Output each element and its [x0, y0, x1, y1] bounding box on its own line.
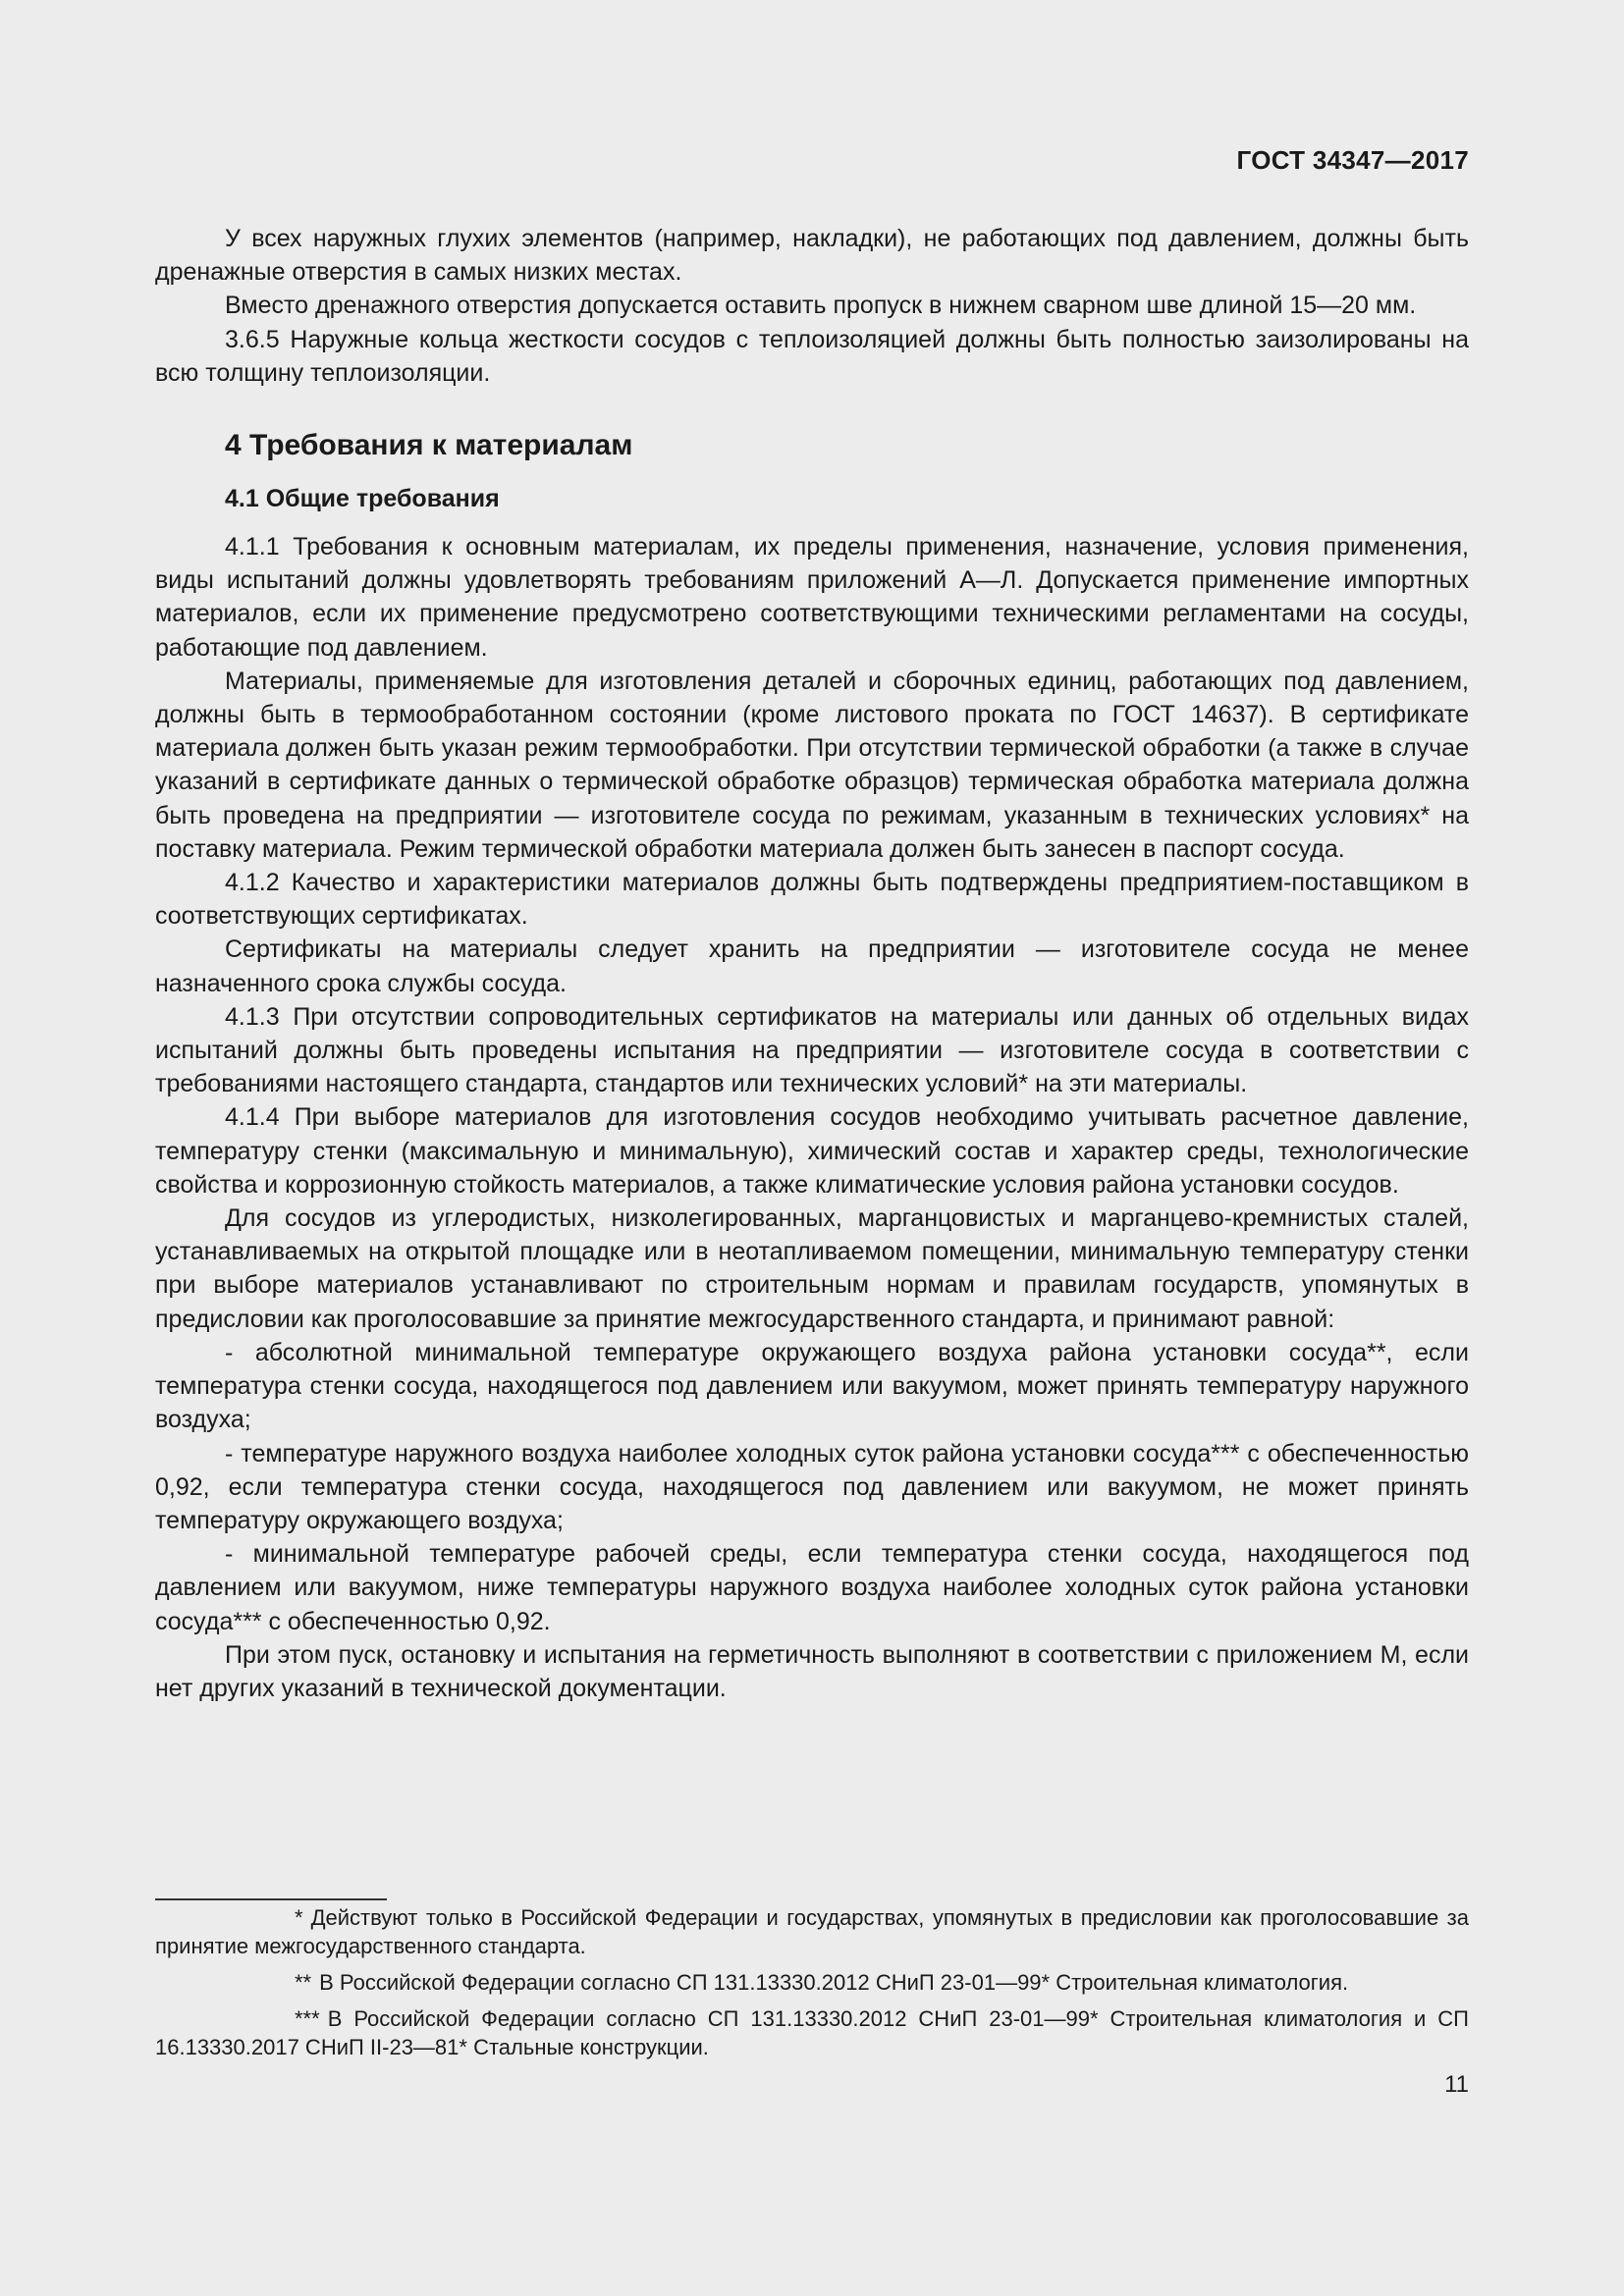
list-item-min-working-medium-temp: - минимальной температуре рабочей среды, если температура стенки сосуда, находящегося под давлением или вакуумом, ниже температуры наружного воздуха наиболее холодных суток района установки сосуда*** с обеспеченностью 0,92.: [155, 1540, 1469, 1635]
list-item-absolute-min-temp: - абсолютной минимальной температуре окружающего воздуха района установки сосуда**, если температура стенки сосуда, находящегося под давлением или вакуумом, может принять температуру наружного воздуха;: [155, 1338, 1469, 1434]
footnote-mark: ***: [295, 2006, 320, 2031]
footnote-item: [155, 2004, 1469, 2061]
paragraph-drainage-alternative: Вместо дренажного отверстия допускается оставить пропуск в нижнем сварном шве длиной 15—20 мм.: [225, 292, 1417, 320]
footnotes: [155, 1903, 1469, 2069]
page-body: [155, 222, 1469, 1705]
section-title-materials: 4 Требования к материалам: [225, 429, 633, 462]
footnote-mark: *: [295, 1905, 303, 1930]
footnote-text: В Российской Федерации согласно СП 131.13330.2012 СНиП 23-01—99* Строительная климатология и СП 16.13330.2017 СНиП II-23—81* Стальные конструкции.: [155, 2006, 1469, 2059]
paragraph-4-1-3: 4.1.3 При отсутствии сопроводительных сертификатов на материалы или данных об отдельных видах испытаний должны быть проведены испытания на предприятии — изготовителе сосуда в соответствии с требованиями настоящего стандарта, стандартов или технических условий* на эти материалы.: [155, 1002, 1469, 1098]
list-item-coldest-days-temp: - температуре наружного воздуха наиболее холодных суток района установки сосуда*** с обеспеченностью 0,92, если температура стенки сосуда, находящегося под давлением или вакуумом, не может принять температуру окружающего воздуха;: [155, 1439, 1469, 1534]
paragraph-drainage-holes: У всех наружных глухих элементов (например, накладки), не работающих под давлением, должны быть дренажные отверстия в самых низких местах.: [155, 225, 1469, 287]
paragraph-4-1-1: 4.1.1 Требования к основным материалам, их пределы применения, назначение, условия применения, виды испытаний должны удовлетворять требованиям приложений А—Л. Допускается применение импортных материалов, если их применение предусмотрено соответствующими техническими регламентами на сосуды, работающие под давлением.: [155, 533, 1469, 662]
footnote-text: В Российской Федерации согласно СП 131.13330.2012 СНиП 23-01—99* Строительная климатология.: [319, 1970, 1349, 1995]
paragraph-4-1-4: 4.1.4 При выборе материалов для изготовления сосудов необходимо учитывать расчетное давление, температуру стенки (максимальную и минимальную), химический состав и характер среды, технологические свойства и коррозионную стойкость материалов, а также климатические условия района установки сосудов.: [155, 1103, 1469, 1199]
footnote-text: Действуют только в Российской Федерации и государствах, упомянутых в предисловии как проголосовавшие за принятие межгосударственного стандарта.: [155, 1905, 1469, 1958]
footnote-item: [155, 1903, 1469, 1960]
paragraph-3-6-5: 3.6.5 Наружные кольца жесткости сосудов с теплоизоляцией должны быть полностью заизолированы на всю толщину теплоизоляции.: [155, 325, 1469, 387]
paragraph-4-1-2: 4.1.2 Качество и характеристики материалов должны быть подтверждены предприятием-поставщиком в соответствующих сертификатах.: [155, 869, 1469, 931]
document-code-header: ГОСТ 34347—2017: [1236, 145, 1469, 175]
page-number: 11: [1444, 2071, 1469, 2098]
paragraph-startup-testing: При этом пуск, остановку и испытания на герметичность выполняют в соответствии с приложением М, если нет других указаний в технической документации.: [155, 1640, 1469, 1702]
paragraph-min-wall-temperature: Для сосудов из углеродистых, низколегированных, марганцовистых и марганцево-кремнистых сталей, устанавливаемых на открытой площадке или в неотапливаемом помещении, минимальную температуру стенки при выборе материалов устанавливают по строительным нормам и правилам государств, упомянутых в предисловии как проголосовавшие за принятие межгосударственного стандарта, и принимают равной:: [155, 1204, 1469, 1333]
paragraph-heat-treatment: Материалы, применяемые для изготовления деталей и сборочных единиц, работающих под давлением, должны быть в термообработанном состоянии (кроме листового проката по ГОСТ 14637). В сертификате материала должен быть указан режим термообработки. При отсутствии термической обработки (а также в случае указаний в сертификате данных о термической обработке образцов) термическая обработка материала должна быть проведена на предприятии — изготовителе сосуда по режимам, указанным в технических условиях* на поставку материала. Режим термической обработки материала должен быть занесен в паспорт сосуда.: [155, 667, 1469, 863]
footnote-item: [155, 1968, 1469, 1997]
subsection-title-general: 4.1 Общие требования: [225, 485, 500, 513]
footnote-separator: [155, 1898, 387, 1900]
footnote-mark: **: [295, 1970, 312, 1995]
paragraph-certificates-storage: Сертификаты на материалы следует хранить на предприятии — изготовителе сосуда не менее назначенного срока службы сосуда.: [155, 935, 1469, 997]
